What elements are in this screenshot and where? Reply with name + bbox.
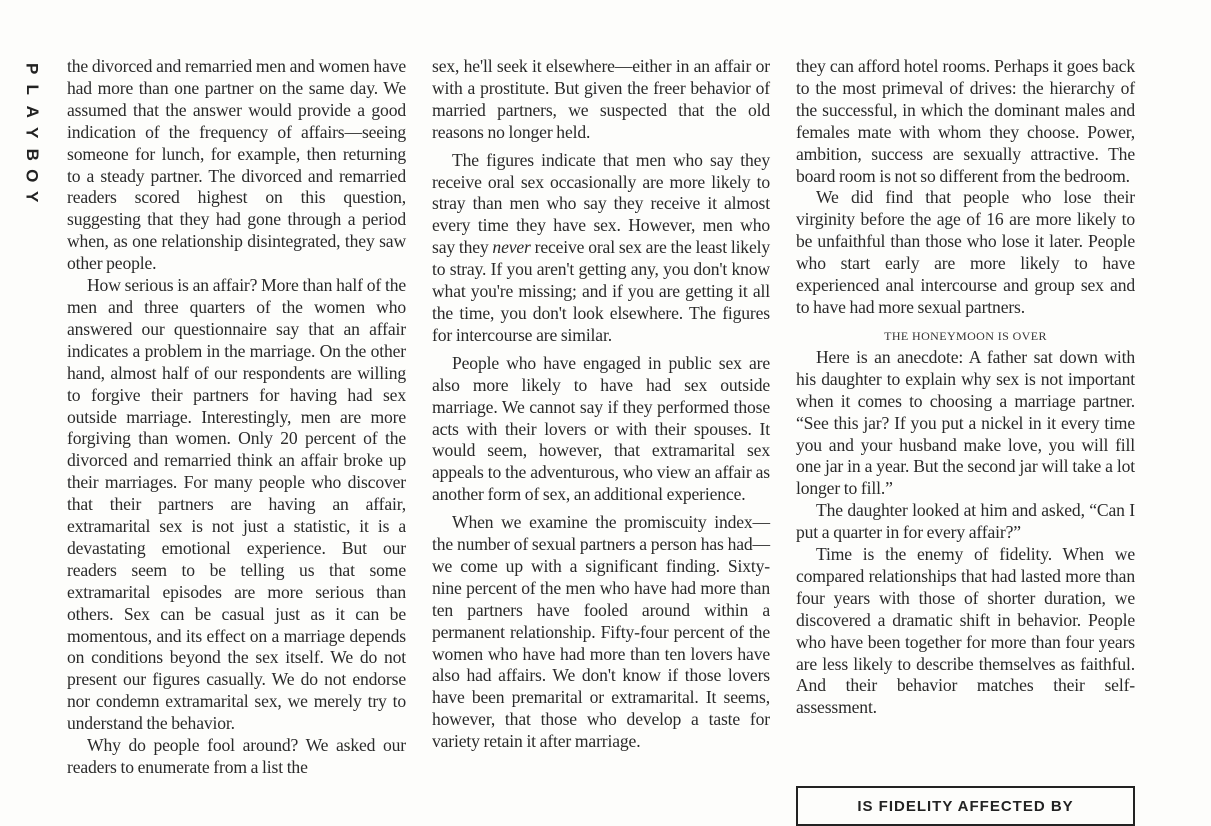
- paragraph-text: receive oral sex are the least likely to stray. If you aren't getting any, you don't know what you're missing; and if you are getting it all the time, you don't look elsewhere. The figures for intercourse are similar.: [432, 237, 770, 345]
- paragraph: sex, he'll seek it elsewhere—either in an affair or with a prostitute. But given the freer behavior of married partners, we suspected that the old reasons no longer held.: [432, 56, 770, 142]
- paragraph: Here is an anecdote: A father sat down with his daughter to explain why sex is not important when it comes to choosing a marriage partner. “See this jar? If you put a nickel in it every time you and your husband make love, you will fill one jar in a year. But the second jar will take a lot longer to fill.”: [796, 346, 1135, 499]
- sidebar-box: [796, 786, 1135, 826]
- paragraph: Time is the enemy of fidelity. When we compared relationships that had lasted more than four years with those of shorter duration, we discovered a dramatic shift in behavior. People who have been together for more than four years are less likely to describe themselves as faithful. And their behavior matches their self-assessment.: [796, 544, 1135, 718]
- paragraph: When we examine the promiscuity index—the number of sexual partners a person has had—we come up with a significant finding. Sixty-nine percent of the men who have had more than ten partners have fooled around within a permanent relationship. Fifty-four percent of the women who have had more than ten lovers have also had affairs. We don't know if those lovers have been premarital or extramarital. It seems, however, that those who develop a taste for variety retain it after marriage.: [432, 512, 770, 752]
- magazine-letter: P: [22, 63, 42, 75]
- box-title: IS FIDELITY AFFECTED BY: [857, 798, 1074, 815]
- magazine-name-vertical: [22, 58, 42, 208]
- magazine-letter: B: [22, 148, 42, 161]
- magazine-letter: Y: [22, 127, 42, 139]
- text-column-2: [432, 56, 770, 753]
- paragraph: We did find that people who lose their virginity before the age of 16 are more likely to be unfaithful than those who lose it later. People who start early are more likely to have experienced anal intercourse and group sex and to have had more sexual partners.: [796, 187, 1135, 317]
- magazine-letter: O: [22, 169, 42, 183]
- paragraph: The daughter looked at him and asked, “Can I put a quarter in for every affair?”: [796, 500, 1135, 543]
- text-column-3: [796, 56, 1135, 719]
- paragraph: [432, 150, 770, 347]
- paragraph: the divorced and remarried men and women have had more than one partner on the same day. We assumed that the answer would provide a good indication of the frequency of affairs—seeing someone for lunch, for example, then returning to a steady partner. The divorced and remarried readers scored highest on this question, suggesting that they had gone through a period when, as one relationship disintegrated, they saw other people.: [67, 56, 406, 274]
- paragraph: they can afford hotel rooms. Perhaps it goes back to the most primeval of drives: the hierarchy of the successful, in which the dominant males and females mate with whom they choose. Power, ambition, success are sexually attractive. The board room is not so different from the bedroom.: [796, 56, 1135, 186]
- magazine-letter: A: [22, 105, 42, 118]
- paragraph: People who have engaged in public sex are also more likely to have had sex outside marriage. We cannot say if they performed those acts with their lovers or with their spouses. It would seem, however, that extramarital sex appeals to the adventurous, who view an affair as another form of sex, an additional experience.: [432, 352, 770, 505]
- text-column-1: [67, 56, 406, 779]
- paragraph: How serious is an affair? More than half of the men and three quarters of the women who answered our questionnaire say that an affair indicates a problem in the marriage. On the other hand, almost half of our respondents are willing to forgive their partners for having had sex outside marriage. Interestingly, men are more forgiving than women. Only 20 percent of the divorced and remarried think an affair broke up their marriages. For many people who discover that their partners are having an affair, extramarital sex is not just a statistic, it is a devastating emotional experience. But our readers seem to be telling us that some extramarital episodes are more serious than others. Sex can be casual just as it can be momentous, and its effect on a marriage depends on conditions beyond the sex itself. We do not present our figures casually. We do not endorse nor condemn extramarital sex, we merely try to understand the behavior.: [67, 275, 406, 734]
- paragraph-text: The figures indicate that men who say they receive oral sex occasionally are more likely to stray than men who say they receive it almost every time they have sex. However, men who say they: [432, 149, 770, 258]
- paragraph: Why do people fool around? We asked our readers to enumerate from a list the: [67, 735, 406, 777]
- emphasis-text: never: [492, 237, 531, 258]
- section-subhead: THE HONEYMOON IS OVER: [884, 328, 1047, 343]
- magazine-letter: L: [22, 84, 42, 96]
- magazine-letter: Y: [22, 191, 42, 203]
